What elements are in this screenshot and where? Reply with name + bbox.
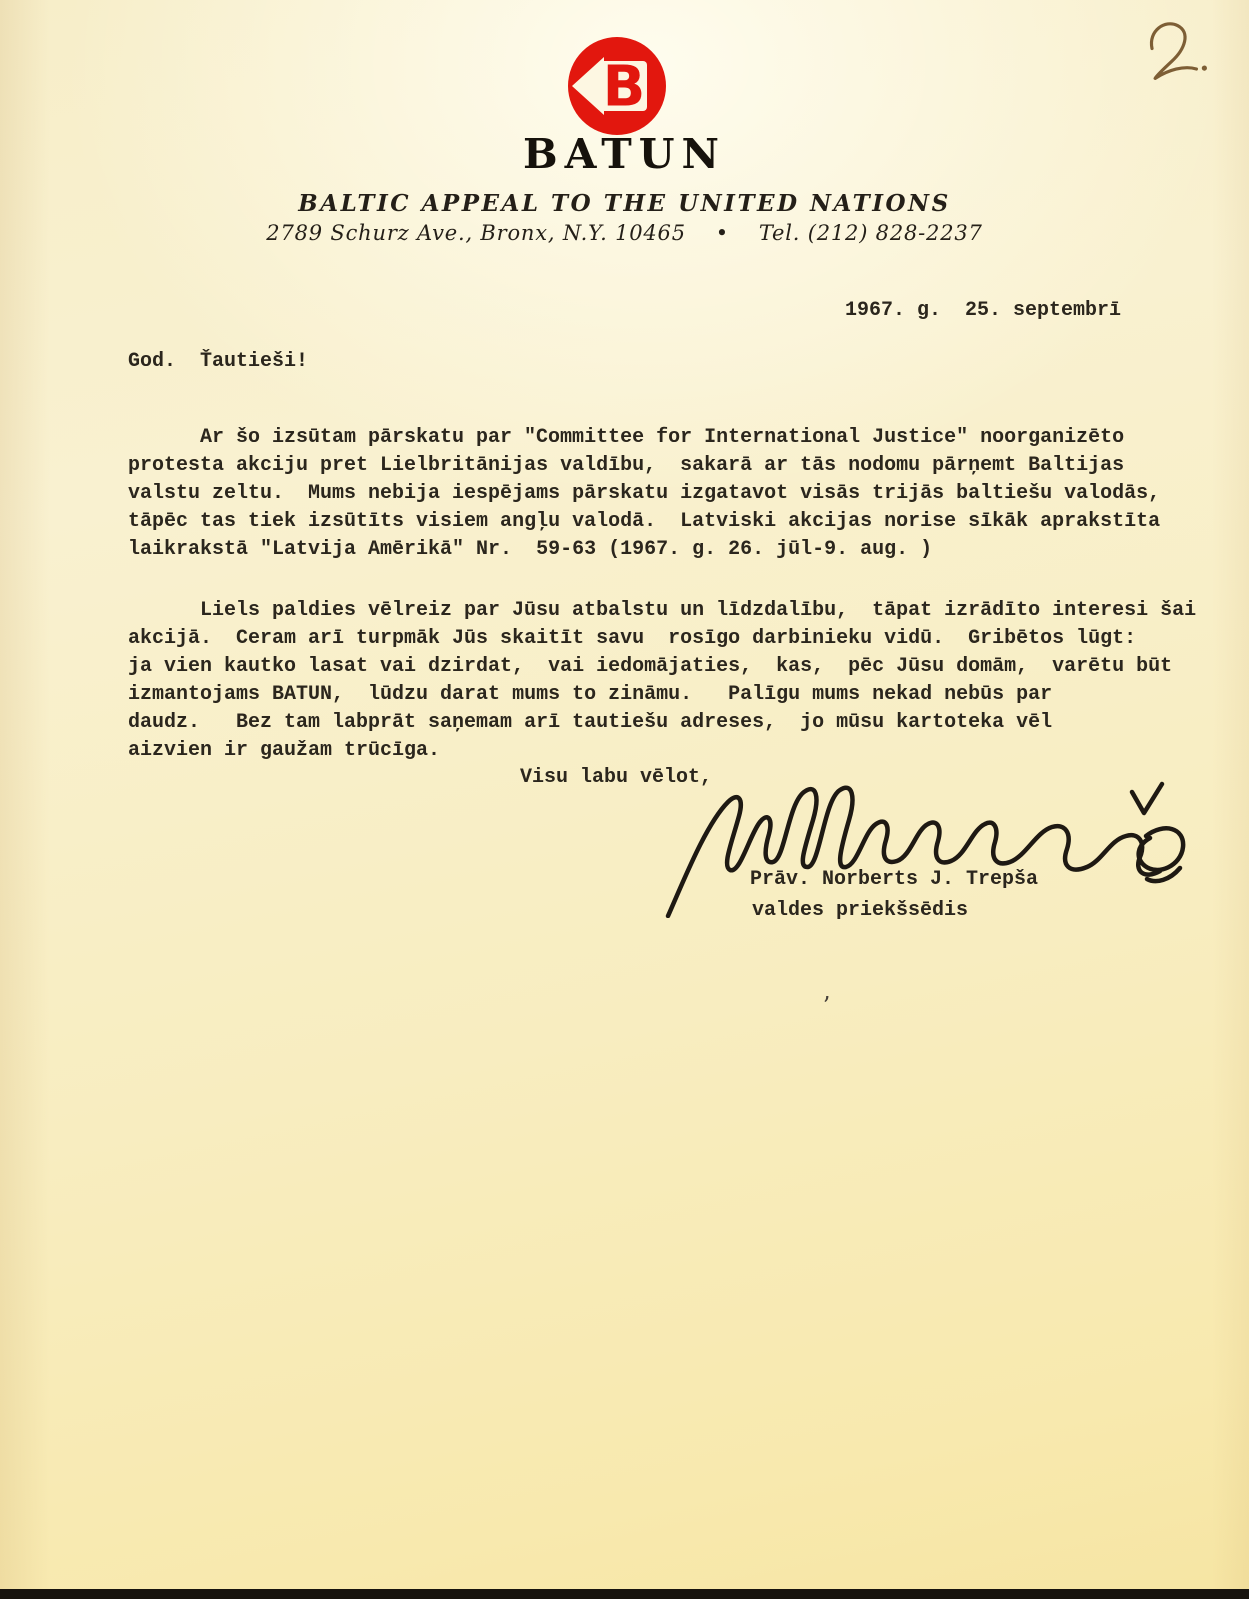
closing-phrase: Visu labu vēlot,	[520, 766, 713, 789]
body-line: aizvien ir gaužam trūcīga.	[128, 739, 441, 762]
body-line: laikrakstā "Latvija Amērikā" Nr. 59-63 (1967. g. 26. jūl-9. aug. )	[128, 538, 933, 561]
body-line: ja vien kautko lasat vai dzirdat, vai iedomājaties, kas, pēc Jūsu domām, varētu būt	[128, 655, 1173, 678]
salutation: God. Ťautieši!	[128, 350, 309, 373]
scan-edge	[0, 1589, 1249, 1599]
body-line: izmantojams BATUN, lūdzu darat mums to zināmu. Palīgu mums nekad nebūs par	[128, 683, 1053, 706]
body-line: akcijā. Ceram arī turpmāk Jūs skaitīt savu rosīgo darbinieku vidū. Gribētos lūgt:	[128, 627, 1137, 650]
signer-title: valdes priekšsēdis	[752, 899, 969, 922]
body-line: Ar šo izsūtam pārskatu par "Committee for International Justice" noorganizēto	[200, 426, 1125, 449]
org-tagline: BALTIC APPEAL TO THE UNITED NATIONS	[298, 190, 951, 217]
body-line: daudz. Bez tam labprāt saņemam arī tautiešu adreses, jo mūsu kartoteka vēl	[128, 711, 1053, 734]
stray-ink-mark: ʼ	[822, 992, 830, 1020]
batun-logo-icon	[566, 36, 668, 136]
body-line: tāpēc tas tiek izsūtīts visiem angļu valodā. Latviski akcijas norise sīkāk aprakstīta	[128, 510, 1161, 533]
signer-name: Prāv. Norberts J. Trepša	[750, 868, 1039, 891]
org-address-line: 2789 Schurz Ave., Bronx, N.Y. 10465 • Tel. (212) 828-2237	[266, 221, 983, 245]
paragraph-2	[128, 597, 1208, 765]
body-line: valstu zeltu. Mums nebija iespējams pārskatu izgatavot visās trijās baltiešu valodās,	[128, 482, 1161, 505]
body-line: Liels paldies vēlreiz par Jūsu atbalstu un līdzdalību, tāpat izrādīto interesi šai	[200, 599, 1197, 622]
logo-letter: B	[602, 54, 646, 120]
body-line: protesta akciju pret Lielbritānijas valdību, sakarā ar tās nodomu pārņemt Baltijas	[128, 454, 1125, 477]
org-name: BATUN	[523, 130, 726, 178]
paragraph-1	[128, 424, 1208, 564]
letter-date: 1967. g. 25. septembrī	[845, 299, 1122, 322]
signature-icon	[640, 770, 1190, 918]
handwritten-page-number-icon	[1135, 10, 1217, 84]
